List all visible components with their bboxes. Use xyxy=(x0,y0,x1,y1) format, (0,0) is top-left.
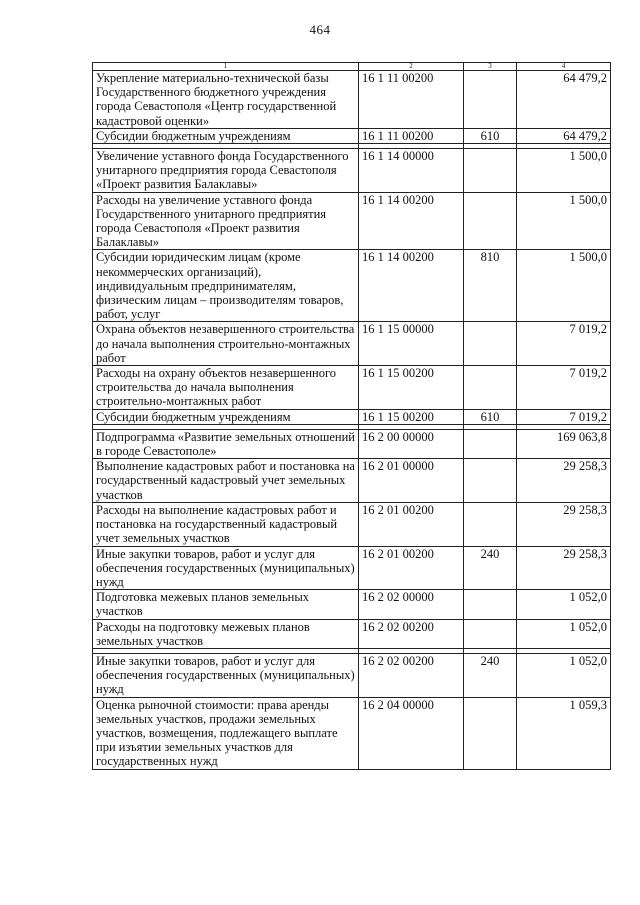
row-expense-type xyxy=(464,322,517,366)
column-number-row xyxy=(93,63,611,71)
table-row xyxy=(93,429,611,458)
row-amount: 7 019,2 xyxy=(517,409,611,424)
row-code: 16 1 14 00000 xyxy=(359,149,464,193)
table-row xyxy=(93,653,611,697)
row-amount: 64 479,2 xyxy=(517,128,611,143)
row-name: Оценка рыночной стоимости: права аренды земельных участков, продажи земельных участков, возмещения, подлежащего выплате при изъятии земельных участков для государственных нужд xyxy=(93,697,359,769)
row-expense-type xyxy=(464,149,517,193)
table-row xyxy=(93,192,611,250)
row-name: Укрепление материально-технической базы Государственного бюджетного учреждения города Севастополя «Центр государственной кадастровой оценки» xyxy=(93,71,359,129)
row-name: Субсидии юридическим лицам (кроме некоммерческих организаций), индивидуальным предпринимателям, физическим лицам – производителям товаров, работ, услуг xyxy=(93,250,359,322)
row-name: Расходы на подготовку межевых планов земельных участков xyxy=(93,619,359,648)
row-amount: 1 052,0 xyxy=(517,619,611,648)
page-number: 464 xyxy=(309,22,331,37)
row-amount: 64 479,2 xyxy=(517,71,611,129)
row-expense-type xyxy=(464,502,517,546)
row-amount: 1 500,0 xyxy=(517,149,611,193)
row-code: 16 2 04 00000 xyxy=(359,697,464,769)
row-code: 16 2 02 00200 xyxy=(359,653,464,697)
row-amount: 29 258,3 xyxy=(517,546,611,590)
row-amount: 7 019,2 xyxy=(517,322,611,366)
table-row xyxy=(93,409,611,424)
row-code: 16 2 00 00000 xyxy=(359,429,464,458)
row-expense-type: 610 xyxy=(464,128,517,143)
row-amount: 1 500,0 xyxy=(517,192,611,250)
column-number: 4 xyxy=(517,63,611,71)
row-expense-type xyxy=(464,619,517,648)
row-name: Субсидии бюджетным учреждениям xyxy=(93,128,359,143)
row-expense-type: 240 xyxy=(464,653,517,697)
budget-table xyxy=(92,62,611,770)
row-amount: 29 258,3 xyxy=(517,459,611,503)
row-expense-type xyxy=(464,697,517,769)
table-row xyxy=(93,71,611,129)
row-name: Подпрограмма «Развитие земельных отношений в городе Севастополе» xyxy=(93,429,359,458)
row-expense-type xyxy=(464,429,517,458)
row-code: 16 2 01 00200 xyxy=(359,502,464,546)
column-number: 3 xyxy=(464,63,517,71)
row-expense-type xyxy=(464,366,517,410)
row-name: Расходы на выполнение кадастровых работ и постановка на государственный кадастровый учет земельных участков xyxy=(93,502,359,546)
table-row xyxy=(93,697,611,769)
column-number: 1 xyxy=(93,63,359,71)
row-amount: 169 063,8 xyxy=(517,429,611,458)
column-number: 2 xyxy=(359,63,464,71)
table-row xyxy=(93,366,611,410)
row-amount: 1 500,0 xyxy=(517,250,611,322)
row-code: 16 1 11 00200 xyxy=(359,128,464,143)
row-code: 16 2 01 00200 xyxy=(359,546,464,590)
row-code: 16 1 11 00200 xyxy=(359,71,464,129)
row-expense-type xyxy=(464,71,517,129)
row-code: 16 1 15 00200 xyxy=(359,409,464,424)
row-name: Подготовка межевых планов земельных участков xyxy=(93,590,359,619)
row-expense-type: 610 xyxy=(464,409,517,424)
table-row xyxy=(93,322,611,366)
row-code: 16 1 14 00200 xyxy=(359,250,464,322)
row-name: Охрана объектов незавершенного строительства до начала выполнения строительно-монтажных работ xyxy=(93,322,359,366)
row-name: Расходы на охрану объектов незавершенного строительства до начала выполнения строительно-монтажных работ xyxy=(93,366,359,410)
row-name: Субсидии бюджетным учреждениям xyxy=(93,409,359,424)
row-code: 16 2 02 00200 xyxy=(359,619,464,648)
row-name: Расходы на увеличение уставного фонда Государственного унитарного предприятия города Севастополя «Проект развития Балаклавы» xyxy=(93,192,359,250)
table-row xyxy=(93,590,611,619)
row-code: 16 1 15 00000 xyxy=(359,322,464,366)
row-amount: 1 059,3 xyxy=(517,697,611,769)
row-name: Иные закупки товаров, работ и услуг для обеспечения государственных (муниципальных) нужд xyxy=(93,546,359,590)
row-code: 16 2 02 00000 xyxy=(359,590,464,619)
row-expense-type xyxy=(464,192,517,250)
row-expense-type xyxy=(464,459,517,503)
row-code: 16 1 15 00200 xyxy=(359,366,464,410)
table-row xyxy=(93,502,611,546)
row-code: 16 1 14 00200 xyxy=(359,192,464,250)
row-amount: 7 019,2 xyxy=(517,366,611,410)
row-name: Увеличение уставного фонда Государственного унитарного предприятия города Севастополя «Проект развития Балаклавы» xyxy=(93,149,359,193)
row-name: Иные закупки товаров, работ и услуг для обеспечения государственных (муниципальных) нужд xyxy=(93,653,359,697)
table-row xyxy=(93,619,611,648)
table-row xyxy=(93,459,611,503)
row-amount: 1 052,0 xyxy=(517,590,611,619)
row-expense-type: 240 xyxy=(464,546,517,590)
table-row xyxy=(93,128,611,143)
table-row xyxy=(93,149,611,193)
row-name: Выполнение кадастровых работ и постановка на государственный кадастровый учет земельных участков xyxy=(93,459,359,503)
table-row xyxy=(93,546,611,590)
row-amount: 1 052,0 xyxy=(517,653,611,697)
row-expense-type: 810 xyxy=(464,250,517,322)
row-expense-type xyxy=(464,590,517,619)
row-code: 16 2 01 00000 xyxy=(359,459,464,503)
table-row xyxy=(93,250,611,322)
row-amount: 29 258,3 xyxy=(517,502,611,546)
